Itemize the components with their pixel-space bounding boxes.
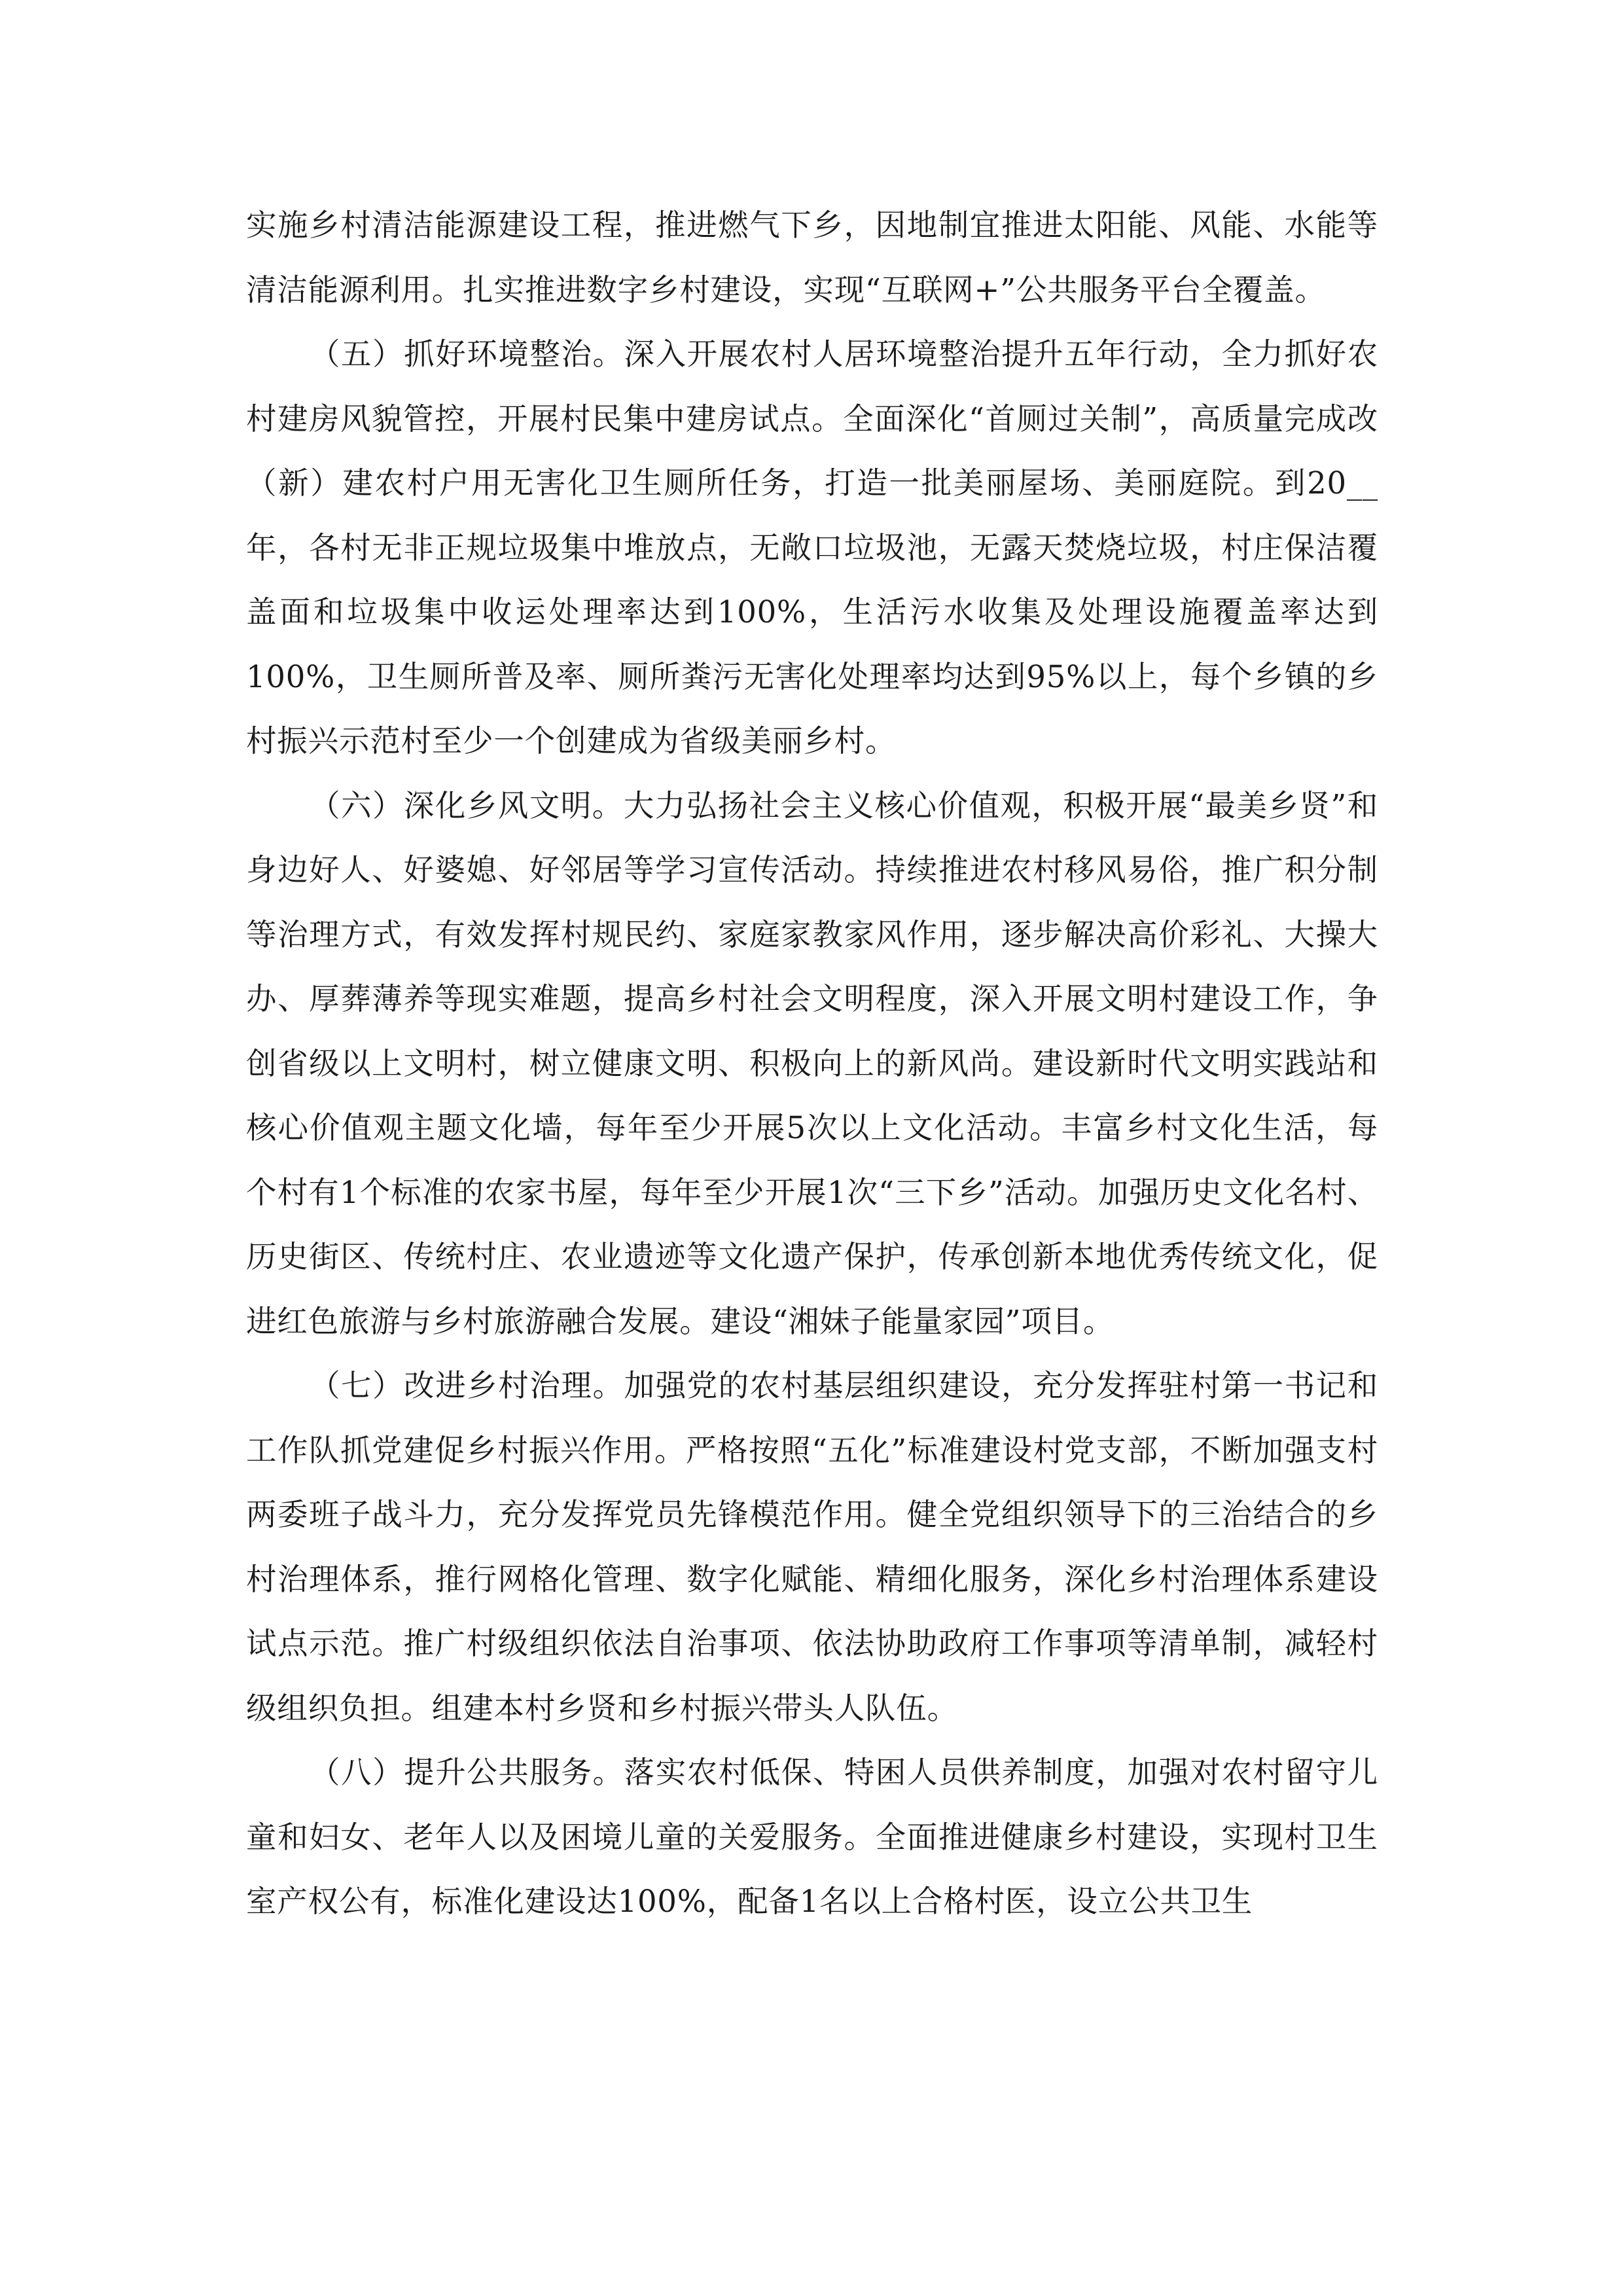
paragraph-continued: 实施乡村清洁能源建设工程，推进燃气下乡，因地制宜推进太阳能、风能、水能等清洁能源利用。扎实推进数字乡村建设，实现“互联网+”公共服务平台全覆盖。 [246, 207, 1378, 308]
paragraph-section-seven: （七）改进乡村治理。加强党的农村基层组织建设，充分发挥驻村第一书记和工作队抓党建促乡村振兴作用。严格按照“五化”标准建设村党支部，不断加强支村两委班子战斗力，充分发挥党员先锋模范作用。健全党组织领导下的三治结合的乡村治理体系，推行网格化管理、数字化赋能、精细化服务，深化乡村治理体系建设试点示范。推广村级组织依法自治事项、依法协助政府工作事项等清单制，减轻村级组织负担。组建本村乡贤和乡村振兴带头人队伍。 [246, 1368, 1378, 1726]
paragraph-section-five: （五）抓好环境整治。深入开展农村人居环境整治提升五年行动，全力抓好农村建房风貌管控，开展村民集中建房试点。全面深化“首厕过关制”，高质量完成改（新）建农村户用无害化卫生厕所任务，打造一批美丽屋场、美丽庭院。到20__年，各村无非正规垃圾集中堆放点，无敞口垃圾池，无露天焚烧垃圾，村庄保洁覆盖面和垃圾集中收运处理率达到100%，生活污水收集及处理设施覆盖率达到100%，卫生厕所普及率、厕所粪污无害化处理率均达到95%以上，每个乡镇的乡村振兴示范村至少一个创建成为省级美丽乡村。 [246, 336, 1378, 759]
document-body [246, 193, 1378, 1934]
paragraph-section-eight: （八）提升公共服务。落实农村低保、特困人员供养制度，加强对农村留守儿童和妇女、老年人以及困境儿童的关爱服务。全面推进健康乡村建设，实现村卫生室产权公有，标准化建设达100%，配备1名以上合格村医，设立公共卫生 [246, 1755, 1378, 1919]
paragraph-section-six: （六）深化乡风文明。大力弘扬社会主义核心价值观，积极开展“最美乡贤”和身边好人、好婆媳、好邻居等学习宣传活动。持续推进农村移风易俗，推广积分制等治理方式，有效发挥村规民约、家庭家教家风作用，逐步解决高价彩礼、大操大办、厚葬薄养等现实难题，提高乡村社会文明程度，深入开展文明村建设工作，争创省级以上文明村，树立健康文明、积极向上的新风尚。建设新时代文明实践站和核心价值观主题文化墙，每年至少开展5次以上文化活动。丰富乡村文化生活，每个村有1个标准的农家书屋，每年至少开展1次“三下乡”活动。加强历史文化名村、历史街区、传统村庄、农业遗迹等文化遗产保护，传承创新本地优秀传统文化，促进红色旅游与乡村旅游融合发展。建设“湘妹子能量家园”项目。 [246, 787, 1378, 1339]
